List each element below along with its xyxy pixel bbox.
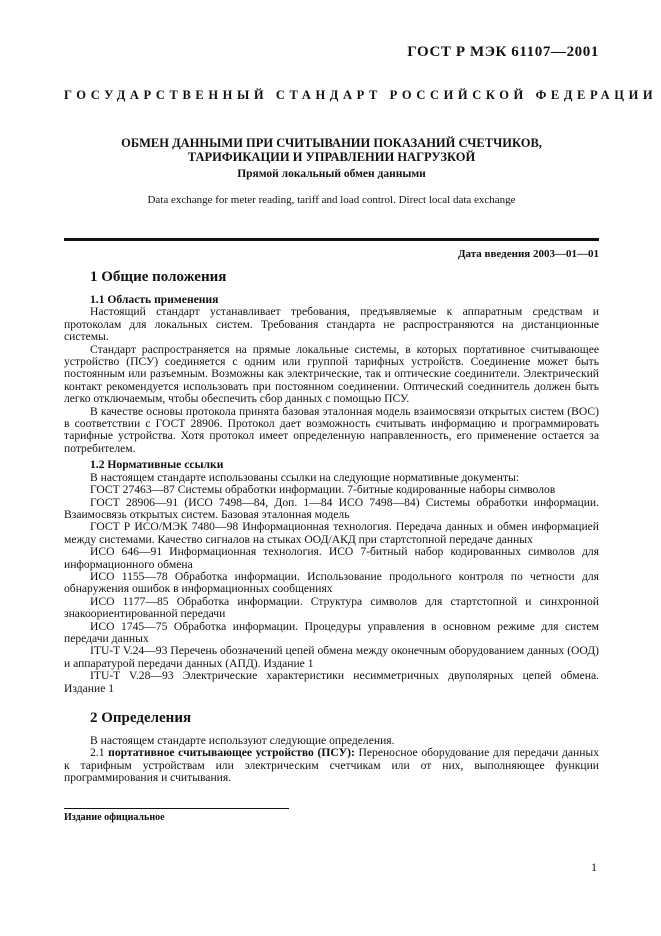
references-intro: В настоящем стандарте использованы ссылки на следующие нормативные документы: (90, 470, 520, 484)
section-1-2-heading: 1.2 Нормативные ссылки (90, 458, 224, 472)
title-line-2: ТАРИФИКАЦИИ И УПРАВЛЕНИИ НАГРУЗКОЙ (187, 150, 476, 164)
reference-item: ИСО 1745—75 Обработка информации. Процедуры управления в основном режиме для систем передачи данных (64, 619, 599, 645)
definitions-intro: В настоящем стандарте используют следующие определения. (90, 734, 395, 747)
document-title (64, 136, 599, 164)
reference-item: ГОСТ Р ИСО/МЭК 7480—98 Информационная технология. Передача данных и обмен информацией между системами. Качество сигналов на стыках ООД/АКД при стартстопной передаче данных (64, 520, 599, 546)
reference-item: ITU-T V.24—93 Перечень обозначений цепей обмена между оконечным оборудованием данных (ООД) и аппаратурой передачи данных (АПД). Издание 1 (64, 644, 599, 670)
document-id: ГОСТ Р МЭК 61107—2001 (407, 44, 599, 60)
document-subtitle: Прямой локальный обмен данными (237, 168, 426, 180)
edition-label: Издание официальное (64, 812, 165, 823)
definition-item (64, 747, 599, 784)
reference-item: ИСО 1177—85 Обработка информации. Структура символов для стартстопной и синхронной знакоориентированной передачи (64, 594, 599, 621)
english-title: Data exchange for meter reading, tariff and load control. Direct local data exchange (147, 194, 516, 206)
footer-divider (64, 808, 289, 809)
page-number: 1 (591, 860, 597, 874)
section-2-heading: 2 Определения (90, 710, 192, 726)
definition-number: 2.1 (90, 746, 105, 760)
reference-item: ИСО 1155—78 Обработка информации. Использование продольного контроля по четности для обнаружения ошибок в информационных сообщениях (64, 569, 599, 596)
introduction-date: Дата введения 2003—01—01 (457, 248, 599, 260)
title-line-1: ОБМЕН ДАННЫМИ ПРИ СЧИТЫВАНИИ ПОКАЗАНИЙ СЧЕТЧИКОВ, (121, 136, 542, 150)
reference-item: ITU-T V.28—93 Электрические характеристики несимметричных двуполярных цепей обмена. Издание 1 (64, 669, 599, 695)
standard-header: ГОСУДАРСТВЕННЫЙ СТАНДАРТ РОССИЙСКОЙ ФЕДЕРАЦИИ (64, 88, 658, 102)
title-divider (64, 238, 599, 241)
paragraph: В качестве основы протокола принята базовая эталонная модель взаимосвязи открытых систем (ВОС) в соответствии с ГОСТ 28906. Протокол дает возможность считывать информацию и программировать тарифные устройства. Хотя протокол имеет определенную направленность, его применение остается за потребителем. (64, 404, 599, 455)
paragraph: Стандарт распространяется на прямые локальные системы, в которых портативное считывающее устройство (ПСУ) соединяется с одним или группой тарифных устройств. Соединение может быть постоянным или разъемным. Возможны как электрические, так и оптические соединители. Электрический контакт рекомендуется использовать при постоянном соединении. Оптический соединитель должен быть легко отключаемым, чтобы обеспечить сбор данных с помощью ПСУ. (64, 342, 599, 406)
document-body (64, 264, 599, 785)
reference-item: ГОСТ 28906—91 (ИСО 7498—84, Доп. 1—84 ИСО 7498—84) Системы обработки информации. Взаимосвязь открытых систем. Базовая эталонная модель (64, 495, 599, 521)
section-1-heading: 1 Общие положения (90, 269, 227, 285)
section-1-1-heading: 1.1 Область применения (90, 293, 219, 306)
reference-item: ГОСТ 27463—87 Системы обработки информации. 7-битные кодированные наборы символов (90, 483, 556, 497)
paragraph: Настоящий стандарт устанавливает требования, предъявляемые к аппаратным средствам и протоколам для локальных систем. Требования стандарта не распространяются на дистанционные системы. (64, 305, 599, 344)
definition-term: портативное считывающее устройство (ПСУ): (108, 746, 355, 760)
definition-text: Переносное оборудование для передачи данных к тарифным устройствам или электрическим счетчикам или от них, выполняющее функции программирования и считывания. (64, 746, 600, 785)
reference-item: ИСО 646—91 Информационная технология. ИСО 7-битный набор кодированных символов для информационного обмена (64, 545, 599, 571)
